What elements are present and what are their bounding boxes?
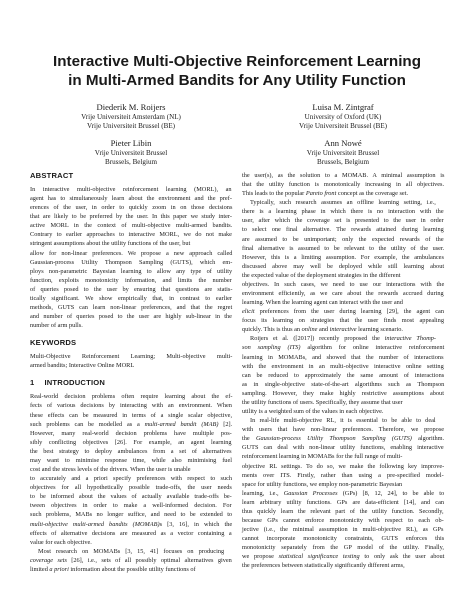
- text-line: Gaussian-process Utility Thompson Sampling (GUTS), which em-: [30, 258, 233, 266]
- author-name: Pieter Libin: [110, 138, 152, 148]
- text-line: sampling. However, they make highly restrictive assumptions about: [242, 389, 444, 397]
- text-line: Typically, such research assumes an offline learning setting, i.e.,: [250, 199, 436, 207]
- author-affiliation: Brussels, Belgium: [104, 158, 158, 167]
- text-line: discussed above may well be deployed while still learning about: [242, 262, 445, 270]
- abstract-text: [30, 185, 232, 330]
- text-line: However, many real-world decision problems have multiple pos-: [30, 429, 232, 437]
- text-line: GUTS can deal with non-linear utility functions, enabling interactive: [242, 444, 444, 452]
- paper-title: [30, 52, 444, 90]
- text-line: the user(s), as the solution to a MOMAB. A minimal assumption is: [242, 172, 445, 179]
- text-line: sibly conflicting objectives [26]. For example, an agent learning: [30, 438, 232, 446]
- text-line: because GPs cannot enforce monotonicity with respect to each ob-: [242, 516, 444, 524]
- text-line: value for each objective.: [30, 538, 92, 546]
- text-line: Contrary to earlier approaches to interactive MORL, we do not make: [30, 231, 232, 239]
- text-line: ploys non-parametric Bayesian learning to allow any type of utility: [30, 267, 233, 275]
- text-line: learning. When the learning agent can interact with the user and: [242, 299, 403, 307]
- text-line: cost and the stress levels of the drivers. When the user is unable: [30, 466, 191, 474]
- text-line: methods, GUTS can learn non-linear preferences, and that the regret: [30, 304, 233, 312]
- keywords-heading: KEYWORDS: [30, 338, 77, 348]
- text-line: the Gaussian-process Utility Thompson Sampling (GUTS) algorithm.: [242, 435, 445, 443]
- text-line: the utility functions of users. Specifically, they assume that user: [242, 398, 403, 406]
- author-affiliation: Vrije Universiteit Brussel (BE): [298, 122, 388, 131]
- text-line: However, this is a limiting assumption. For example, the ambulances: [242, 253, 444, 261]
- author-name: Ann Nowé: [324, 138, 362, 148]
- introduction-heading: [30, 378, 232, 388]
- text-line: user, after which the coverage set is presented to the user in order: [242, 217, 444, 225]
- text-line: environment efficiently, as we care about the rewards accrued during: [242, 290, 444, 298]
- text-line: Multi-Objective Reinforcement Learning; Multi-objective multi-: [30, 353, 233, 361]
- text-line: limited a priori information about the possible utility functions of: [30, 565, 196, 573]
- text-line: function, exploits monotonicity information, and limits the number: [30, 276, 232, 284]
- text-line: agent has to simultaneously learn about the environment and the pref-: [30, 195, 232, 203]
- text-line: jective (i.e., the minimal assumption in multi-objective RL), as GPs: [242, 526, 444, 534]
- abstract-heading: ABSTRACT: [30, 171, 74, 180]
- text-line: reinforcement learning in MOMABs for the full range of multi-: [242, 453, 403, 461]
- left-column: [30, 171, 232, 574]
- text-line: tically significant. We show empirically that, in contrast to earlier: [30, 294, 232, 302]
- text-line: the preferences between statistically significantly different arms,: [242, 562, 405, 570]
- title-line-1: Interactive Multi-Objective Reinforcement Learning: [53, 53, 421, 70]
- author-affiliation: Vrije Universiteit Brussel: [306, 149, 380, 157]
- author-affiliation: Brussels, Belgium: [316, 158, 370, 167]
- text-line: Most research on MOMABs [3, 15, 41] focuses on producing: [38, 547, 225, 555]
- author-block-libin: [30, 137, 232, 168]
- text-line: effects of alternative decisions are measured as a vector containing a: [30, 529, 232, 537]
- text-line: these effects can be measured in terms of a single scalar objective,: [30, 411, 233, 419]
- author-block-nowe: [242, 137, 444, 168]
- text-line: to accurately and a priori specify preferences with respect to such: [30, 475, 233, 483]
- text-line: focus its learning on strategies that the user finds most appealing: [242, 317, 444, 325]
- text-line: tween objectives in order to make a well-informed decision. For: [30, 502, 232, 510]
- text-line: there is a learning phase in which there is no interaction with the: [242, 208, 444, 216]
- text-line: multi-objective multi-armed bandits (MOMAB)s [3, 16], in which the: [30, 520, 233, 528]
- text-line: objectives. In such cases, we need to use our interactions with the: [242, 280, 445, 288]
- text-line: that the utility function is monotonically increasing in all objectives.: [242, 181, 445, 189]
- text-line: that are likely to be preferred by the user. In this paper we study inter-: [30, 213, 232, 221]
- text-line: learn arbitrary utility functions. GPs are data-efficient [14], and can: [242, 498, 445, 506]
- text-line: with the environment in an multi-objective interactive online setting: [242, 362, 444, 370]
- text-line: active MORL in the context of multi-objective multi-armed bandits.: [30, 222, 233, 230]
- text-line: Roijers et al. ([2017]) recently proposed the interactive Thomp-: [250, 335, 437, 343]
- text-line: may want to minimise response time, while also minimising fuel: [30, 456, 232, 464]
- text-line: we propose statistical significance testing to only ask the user about: [242, 553, 445, 561]
- text-line: This leads to the popular Pareto front concept as the coverage set.: [242, 190, 409, 198]
- author-block-roijers: [30, 101, 232, 132]
- text-line: such problems, MABs no longer suffice, and need to be extended to: [30, 511, 233, 519]
- text-line: number of arm pulls.: [30, 322, 83, 330]
- right-column-text: [242, 171, 444, 570]
- right-column: [242, 171, 444, 570]
- text-line: and number of queries posed to the user are highly sub-linear in the: [30, 313, 232, 321]
- author-block-zintgraf: [242, 101, 444, 132]
- text-line: coverage sets [26], i.e., sets of all possibly optimal alternatives given: [30, 556, 232, 564]
- keywords-text: [30, 352, 232, 370]
- text-line: allow for non-linear preferences. We propose a new approach called: [30, 249, 233, 257]
- text-line: learning in MOMABs, and showed that the number of interactions: [242, 353, 444, 361]
- text-line: objectives for all hypothetically possible trade-offs, the user needs: [30, 484, 232, 492]
- text-line: final alternative is assumed to be relevant to the utility of the user.: [242, 244, 445, 252]
- text-line: son sampling (ITS) algorithm for online interactive reinforcement: [242, 344, 445, 352]
- text-line: monotonicity separately from the GP model of the utility. Finally,: [242, 544, 444, 552]
- text-line: can be reduced to approximately the same amount of interactions: [242, 371, 445, 379]
- text-line: ments over ITS. Firstly, rather than using a pre-specified model-: [242, 471, 444, 479]
- text-line: with users that have non-linear preferences. Therefore, we propose: [242, 426, 445, 434]
- text-line: utility is a weighted sum of the values in each objective.: [242, 408, 384, 416]
- text-line: Real-world decision problems often require learning about the ef-: [30, 393, 233, 401]
- text-line: objective RL settings. To do so, we make the following key improve-: [242, 462, 445, 470]
- author-affiliation: University of Oxford (UK): [304, 113, 382, 121]
- text-line: to be informed about the values of actually available trade-offs be-: [30, 493, 232, 501]
- text-line: are assumed to be unimportant; only the expected rewards of the: [242, 235, 444, 243]
- section-title: INTRODUCTION: [44, 378, 106, 388]
- text-line: such problems can be modelled as a multi-armed bandit (MAB) [2].: [30, 420, 233, 428]
- text-line: thus quickly learn the relevant part of the utility function. Secondly,: [242, 507, 444, 515]
- text-line: elicit preferences from the user during learning [29], the agent can: [242, 308, 444, 316]
- text-line: armed bandits; Interactive Online MORL: [30, 362, 135, 370]
- author-name: Diederik M. Roijers: [96, 102, 166, 112]
- text-line: learning, i.e., Gaussian Processes (GPs) [8, 12, 24], to be able to: [242, 489, 445, 497]
- author-name: Luisa M. Zintgraf: [312, 102, 374, 112]
- text-line: the best strategy to deploy ambulances from a set of alternatives: [30, 447, 232, 455]
- author-affiliation: Vrije Universiteit Brussel: [94, 149, 168, 157]
- text-line: of queries posed to the user by ensuring that questions are statis-: [30, 285, 233, 293]
- text-line: space for utility functions, we employ non-parametric Bayesian: [242, 480, 403, 488]
- text-line: stringent assumptions about the utility functions of the user, but: [30, 240, 191, 248]
- title-line-2: in Multi-Armed Bandits for Any Utility Function: [68, 72, 406, 89]
- text-line: fects of various decisions by interacting with an environment. When: [30, 402, 232, 410]
- text-line: the expected value of the deployment strategies in the different: [242, 271, 401, 279]
- section-number: 1: [30, 378, 35, 388]
- text-line: cannot incorporate monotonicity constraints, GUTS enforces this: [242, 535, 445, 543]
- text-line: as in single-objective state-of-the-art algorithms such as Thompson: [242, 380, 445, 388]
- author-affiliation: Vrije Universiteit Amsterdam (NL): [81, 113, 181, 121]
- author-affiliation: Vrije Universiteit Brussel (BE): [86, 122, 176, 131]
- text-line: erences of the user, in order to quickly zoom in on those decisions: [30, 204, 233, 212]
- text-line: In interactive multi-objective reinforcement learning (MORL), an: [30, 186, 232, 193]
- text-line: to select one final alternative. The rewards attained during learning: [242, 226, 444, 234]
- text-line: quickly. This is thus an online and interactive learning scenario.: [242, 326, 403, 334]
- text-line: In real-life multi-objective RL, it is essential to be able to deal: [250, 417, 436, 425]
- introduction-text: [30, 392, 232, 574]
